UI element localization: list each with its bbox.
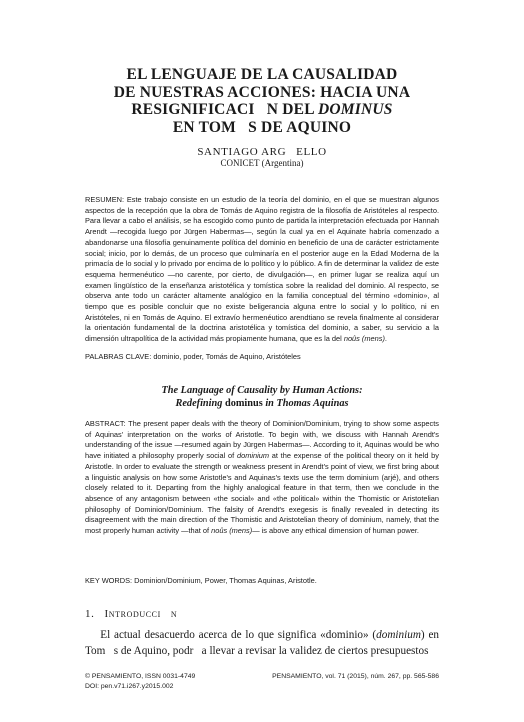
section-number: 1. <box>85 608 95 620</box>
footer-issn: © PENSAMIENTO, ISSN 0031-4749 <box>85 673 196 680</box>
body-text: El actual desacuerdo acerca de lo que significa «dominio» ( <box>100 629 377 641</box>
author-name: SANTIAGO ARG ELLO <box>197 146 327 158</box>
title-text: RESIGNIFICACI N DEL <box>131 101 318 118</box>
english-title <box>85 384 439 410</box>
title-line: EL LENGUAJE DE LA CAUSALIDAD <box>126 66 398 83</box>
abstract-text: ABSTRACT: The present paper deals with the theory of Dominion/Dominium, trying to show some aspects of Aquinas' interpretation on the works of Aristotle. To begin with, we discuss with Hannah Arendt's understanding of the issue —resumed again by Jürgen Habermas—. According to it, Aquinas would be who have initiated a philosophy properly social of <box>85 419 439 461</box>
abstract-paragraph <box>85 419 439 537</box>
resumen-paragraph <box>85 195 439 345</box>
footer-doi: DOI: pen.v71.i267.y2015.002 <box>85 682 174 690</box>
title-line: DE NUESTRAS ACCIONES: HACIA UNA <box>113 83 411 101</box>
english-title-line <box>85 397 439 410</box>
resumen-italic: noûs (mens) <box>343 334 385 344</box>
section-heading <box>85 608 177 620</box>
body-paragraph <box>85 628 442 659</box>
page-footer <box>85 672 439 691</box>
body-text: ) en Tom s de Aquino, podr a llevar a revisar la validez de ciertos presupuestos <box>85 629 442 657</box>
title-line <box>60 101 464 119</box>
body-italic: dominium <box>376 629 421 641</box>
english-title-line: The Language of Causality by Human Actions: <box>161 385 363 396</box>
abstract-italic: dominium <box>236 451 270 461</box>
key-words: KEY WORDS: Dominion/Dominium, Power, Thomas Aquinas, Aristotle. <box>85 576 317 585</box>
english-title-text: in Thomas Aquinas <box>262 398 349 409</box>
english-title-text: Redefining <box>175 398 225 409</box>
english-title-dominus: dominus <box>224 398 263 409</box>
author-affiliation: CONICET (Argentina) <box>220 158 304 168</box>
resumen-text: RESUMEN: Este trabajo consiste en un estudio de la teoría del dominio, en el que se muestran algunos aspectos de la recepción que la obra de Tomás de Aquino registra de la filosofía de Aristóteles al respecto. Para llevar a cabo el análisis, se ha escogido como punto de partida la interpretación efectuada por Hannah Arendt —recogida luego por Jürgen Habermas—, según la cual ya en el Aquinate habría comenzado a abandonarse una filosofía genuinamente política del dominio en beneficio de una de carácter estrictamente social; inicio, por lo demás, de un proceso que culminaría en el posterior auge en la Edad Moderna de la primacía de lo social y lo privado por encima de lo político y lo público. A fin de determinar la validez de este esquema hermenéutico —no carente, por cierto, de divulgación—, en primer lugar se realiza aquí un examen lingüístico de la enseñanza aristotélica y tomística sobre la realidad del dominio. Al respecto, se observa ante todo un carácter altamente analógico en la familia conceptual del término «dominio», al tiempo que es posible concluir que no existe beligerancia alguna entre lo social y lo político, ni en Aristóteles, ni en Tomás de Aquino. El extravío hermenéutico arendtiano se revela finalmente al considerar la orientación fundamental de la doctrina aristotélica y tomística del dominio, a saber, su servicio a la dimensión ultrapolítica de la actividad más propiamente humana, que es la del <box>85 195 439 344</box>
abstract-italic: noûs (mens) <box>211 526 253 536</box>
title-line: EN TOM S DE AQUINO <box>172 118 352 136</box>
abstract-text: at the expense of the political theory on it held by Aristotle. In order to evaluate the strength or weakness present in Arendt's point of view, we first bring about a linguistic analysis on how some Aristotle's and Aquinas's texts use the term dominium (arjé), and others closely related to it. Departing from the highly analogical feature in that term, then we conclude in the absence of any antagonism between «the social» and «the political» within the Thomistic or Aristotelian philosophy of Dominion/Dominium. The falsity of Arendt's exegesis is finally revealed in detecting its disagreement with the main direction of the Thomistic and Aristotelian theory of dominium, namely, that the most properly human activity —that of <box>85 451 439 536</box>
palabras-clave: PALABRAS CLAVE: dominio, poder, Tomás de Aquino, Aristóteles <box>85 352 301 361</box>
article-title <box>60 66 464 136</box>
abstract-text: — is above any ethical dimension of human power. <box>252 526 419 536</box>
section-title: Introducci n <box>104 608 178 620</box>
footer-citation: PENSAMIENTO, vol. 71 (2015), núm. 267, pp. 565-586 <box>272 673 439 680</box>
title-dominus: DOMINUS <box>317 101 393 118</box>
resumen-end: . <box>384 334 387 344</box>
